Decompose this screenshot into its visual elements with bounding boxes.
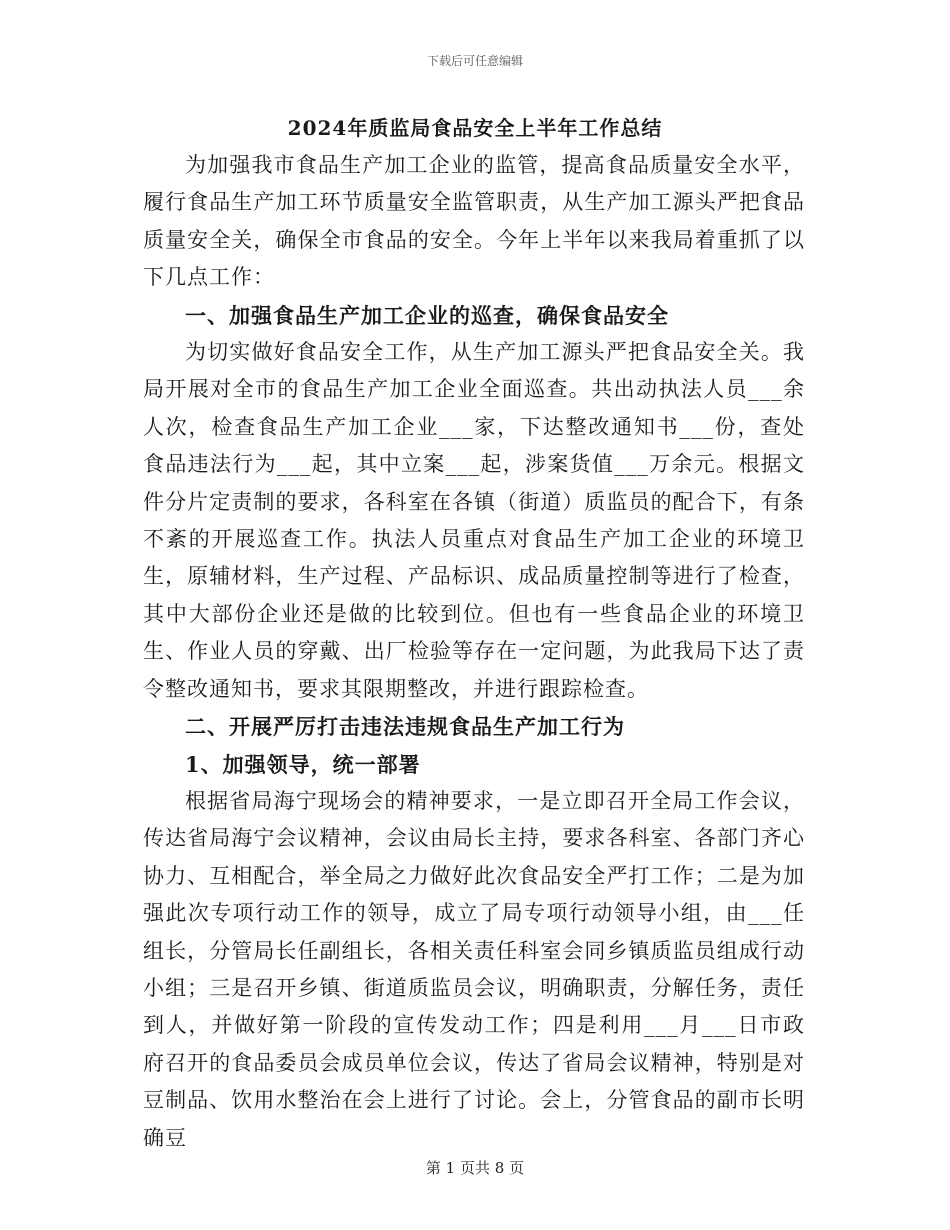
document-title: 2024年质监局食品安全上半年工作总结 [287, 116, 663, 140]
header-note: 下载后可任意编辑 [426, 54, 523, 68]
section-2-subheading-1: 1、加强领导，统一部署 [185, 751, 421, 777]
page-number-footer: 第 1 页共 8 页 [425, 1159, 525, 1177]
intro-paragraph: 为加强我市食品生产加工企业的监管，提高食品质量安全水平，履行食品生产加工环节质量安全监管职责，从生产加工源头严把食品质量安全关，确保全市食品的安全。今年上半年以来我局着重抓了以下几点工作： [143, 153, 805, 290]
section-1-heading: 一、加强食品生产加工企业的巡查，确保食品安全 [185, 302, 669, 328]
section-2-heading: 二、开展严厉打击违法违规食品生产加工行为 [185, 714, 625, 740]
section-1-paragraph: 为切实做好食品安全工作，从生产加工源头严把食品安全关。我局开展对全市的食品生产加工企业全面巡查。共出动执法人员___余人次，检查食品生产加工企业___家，下达整改通知书___份，查处食品违法行为___起，其中立案___起，涉案货值___万余元。根据文件分片定责制的要求，各科室在各镇（街道）质监员的配合下，有条不紊的开展巡查工作。执法人员重点对食品生产加工企业的环境卫生，原辅材料，生产过程、产品标识、成品质量控制等进行了检查，其中大部份企业还是做的比较到位。但也有一些食品企业的环境卫生、作业人员的穿戴、出厂检验等存在一定问题，为此我局下达了责令整改通知书，要求其限期整改，并进行跟踪检查。 [143, 340, 805, 701]
document-body [143, 147, 805, 1157]
section-2-sub-1-paragraph: 根据省局海宁现场会的精神要求，一是立即召开全局工作会议，传达省局海宁会议精神，会议由局长主持，要求各科室、各部门齐心协力、互相配合，举全局之力做好此次食品安全严打工作；二是为加强此次专项行动工作的领导，成立了局专项行动领导小组，由___任组长，分管局长任副组长，各相关责任科室会同乡镇质监员组成行动小组；三是召开乡镇、街道质监员会议，明确职责，分解任务，责任到人，并做好第一阶段的宣传发动工作；四是利用___月___日市政府召开的食品委员会成员单位会议，传达了省局会议精神，特别是对豆制品、饮用水整治在会上进行了讨论。会上，分管食品的副市长明确豆 [143, 788, 805, 1150]
